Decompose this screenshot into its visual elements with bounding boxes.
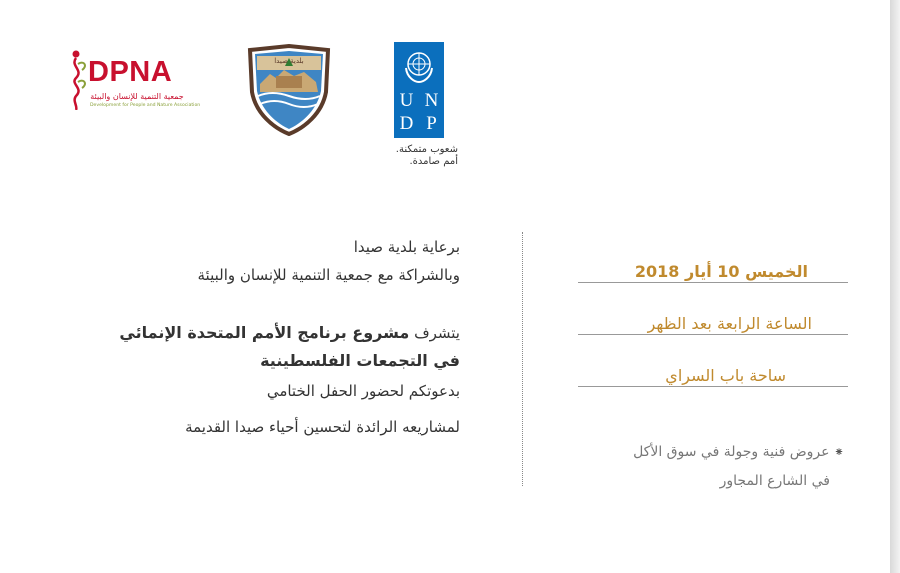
undp-letter: P <box>426 113 437 134</box>
undp-letters-row-1 <box>394 90 444 112</box>
undp-letter: D <box>399 113 414 134</box>
purpose-line: لمشاريعه الرائدة لتحسين أحياء صيدا القديمة <box>185 418 460 436</box>
undp-logo <box>394 42 444 138</box>
undp-letter: N <box>424 90 439 111</box>
undp-letter: U <box>399 90 414 111</box>
patronage-line: برعاية بلدية صيدا <box>353 238 460 256</box>
event-notes <box>560 438 844 496</box>
note-line-1 <box>560 438 844 467</box>
place-underline <box>578 386 848 387</box>
project-subtitle: في التجمعات الفلسطينية <box>260 351 460 370</box>
event-place: ساحة باب السراي <box>665 366 786 385</box>
dpna-wordmark: DPNA <box>88 56 173 88</box>
dotted-divider <box>522 232 523 486</box>
host-prefix: يتشرف <box>414 324 460 342</box>
undp-tagline-line-2: أمم صامدة. <box>409 156 458 167</box>
page-edge <box>890 0 900 573</box>
note-text-1: عروض فنية وجولة في سوق الأكل <box>633 444 830 460</box>
dpna-logo <box>70 46 201 112</box>
date-underline <box>578 282 848 283</box>
undp-letters-row-2 <box>394 113 444 135</box>
host-line <box>119 322 460 344</box>
un-emblem-icon <box>401 48 437 84</box>
invite-line: بدعوتكم لحضور الحفل الختامي <box>266 382 460 400</box>
partnership-line: وبالشراكة مع جمعية التنمية للإنسان والبيئة <box>197 266 460 284</box>
time-underline <box>578 334 848 335</box>
undp-tagline <box>376 144 458 168</box>
host-project-name: مشروع برنامج الأمم المتحدة الإنمائي <box>119 323 410 342</box>
undp-tagline-line-1: شعوب متمكنة. <box>395 144 458 155</box>
event-time: الساعة الرابعة بعد الظهر <box>647 314 812 333</box>
dpna-arabic-name: جمعية التنمية للإنسان والبيئة <box>90 92 184 101</box>
dpna-english-name: Development for People and Nature Association <box>90 103 201 108</box>
event-date: الخميس 10 أيار 2018 <box>634 262 808 281</box>
dpna-emblem-icon <box>70 46 90 110</box>
note-text-2: في الشارع المجاور <box>719 473 830 489</box>
note-bullet: ⁕ <box>833 445 844 459</box>
seal-text: بلدية صيدا <box>274 57 304 65</box>
